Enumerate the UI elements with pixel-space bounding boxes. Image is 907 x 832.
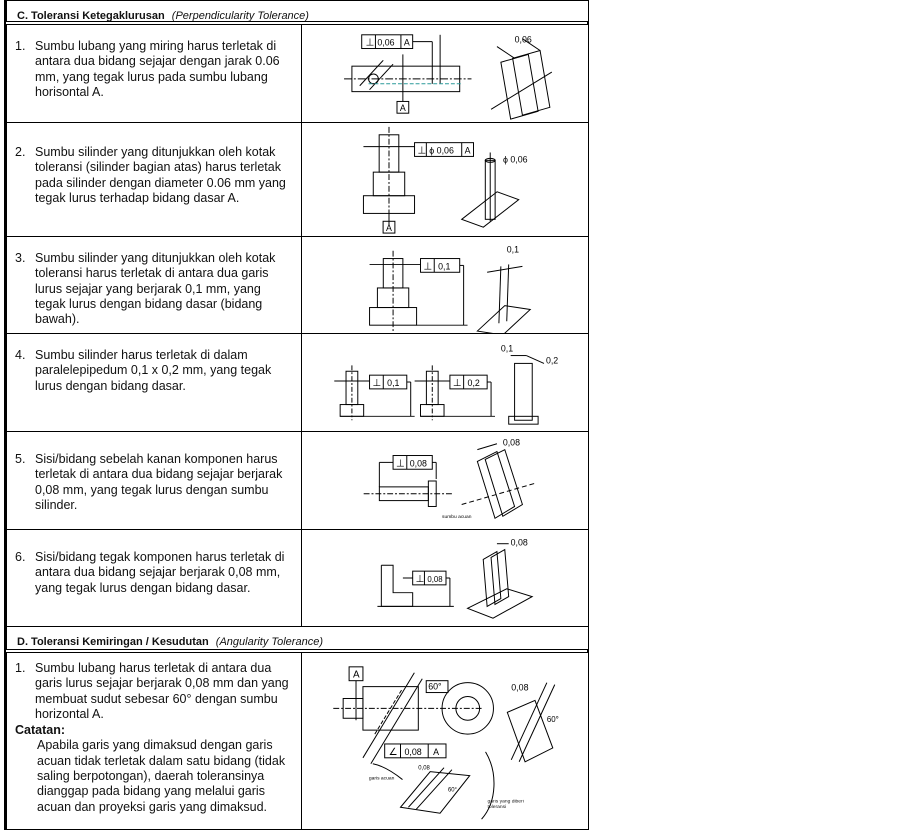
zone-label-a: 0,1: [500, 343, 514, 354]
section-c-title: C. Toleransi Ketegaklurusan: [17, 10, 165, 22]
row-4-drawing: [303, 334, 588, 432]
row-2-description: Sumbu silinder yang ditunjukkan oleh kotak toleransi (silinder bagian atas) harus terletak pada silinder dengan diameter 0.06 mm yang tegak lurus terhadap bidang dasar A.: [35, 145, 286, 205]
angle-label: 60°: [428, 681, 442, 692]
frame-datum: A: [403, 37, 410, 48]
axis-label: sumbu acuan: [442, 515, 472, 521]
row-4-number: 4.: [15, 348, 26, 362]
given-line-label-box: [488, 799, 535, 827]
row-2-number: 2.: [15, 145, 26, 159]
frame-value: 0,08: [427, 574, 443, 584]
row-4-figure: [303, 334, 588, 432]
tolerance-row-4: [6, 333, 589, 433]
frame-value: 0,08: [404, 746, 422, 757]
row-5-number: 5.: [15, 452, 26, 466]
frame-value: ϕ 0,06: [429, 145, 454, 156]
frame-symbol-a: ⊥: [372, 377, 382, 389]
row-1-number: 1.: [15, 39, 26, 53]
reference-line-label: garis acuan: [368, 776, 395, 782]
row-6-text-cell: [7, 530, 302, 626]
frame-value: 0,06: [377, 37, 395, 48]
row-d1-note-label: Catatan:: [15, 723, 66, 738]
frame-value-a: 0,1: [387, 377, 400, 388]
row-d1-number: 1.: [15, 661, 26, 675]
row-4-text-cell: [7, 334, 302, 432]
zone-label: 0,1: [506, 244, 519, 255]
row-d1-note-text: Apabila garis yang dimaksud dengan garis acuan tidak terletak dalam satu bidang (tidak saling berpotongan), daerah toleransinya dianggap pada bidang yang melalui garis acuan dan proyeksi garis yang dimaksud.: [37, 738, 286, 814]
section-c-header: [6, 0, 589, 22]
row-6-description: Sisi/bidang tegak komponen harus terletak di antara dua bidang sejajar berjarak 0,08 mm, yang tegak lurus dengan bidang dasar.: [35, 550, 285, 595]
row-6-drawing: [303, 530, 588, 626]
row-6-number: 6.: [15, 550, 26, 564]
angularity-row-1: [6, 652, 589, 830]
frame-value: 0,1: [438, 261, 451, 272]
tolerance-row-1: [6, 24, 589, 124]
section-d-subtitle: (Angularity Tolerance): [215, 636, 323, 648]
frame-symbol: ⊥: [423, 261, 432, 273]
row-5-figure: [303, 432, 588, 530]
small-angle: 60°: [447, 787, 457, 794]
section-c-subtitle: (Perpendicularity Tolerance): [171, 10, 309, 22]
row-3-figure: [303, 237, 588, 334]
row-2-figure: [303, 123, 588, 237]
row-1-description: Sumbu lubang yang miring harus terletak di antara dua bidang sejajar dengan jarak 0.06 mm, yang tegak lurus pada sumbu lubang horisontal A.: [35, 39, 280, 99]
row-5-text-cell: [7, 432, 302, 530]
zone-label: 0,08: [511, 682, 529, 693]
frame-symbol-b: ⊥: [452, 377, 462, 389]
row-3-drawing: [303, 237, 588, 334]
frame-value: 0,08: [409, 458, 427, 469]
zone-angle: 60°: [546, 715, 559, 725]
frame-symbol: ⊥: [415, 573, 425, 585]
zone-label-b: 0,2: [545, 355, 559, 366]
row-d1-drawing: [303, 653, 588, 829]
tolerance-row-2: [6, 122, 589, 238]
section-d-header: [6, 626, 589, 650]
row-2-text-cell: [7, 123, 302, 237]
tolerance-row-5: [6, 431, 589, 531]
frame-symbol: ⊥: [365, 37, 375, 49]
row-5-drawing: [303, 432, 588, 530]
row-3-number: 3.: [15, 251, 26, 265]
given-line-label: garis yang diberi toleransi: [487, 799, 524, 810]
datum-label: A: [386, 223, 392, 234]
row-1-drawing: [303, 25, 588, 123]
zone-label: 0,06: [514, 34, 532, 45]
zone-label: 0,08: [510, 537, 528, 548]
zone-label: ϕ 0,06: [502, 154, 528, 165]
row-3-description: Sumbu silinder yang ditunjukkan oleh kotak toleransi harus terletak di antara dua garis lurus sejajar yang berjarak 0,1 mm, yang tegak lurus dengan bidang dasar (bidang bawah).: [35, 251, 276, 327]
zone-label: 0,08: [502, 437, 520, 448]
row-3-text-cell: [7, 237, 302, 334]
datum-label: A: [353, 669, 360, 681]
frame-symbol: ⊥: [396, 458, 405, 470]
row-d1-description: Sumbu lubang harus terletak di antara dua garis lurus sejajar berjarak 0,08 mm dan yang membuat sudut sebesar 60° dengan sumbu horizontal A.: [35, 661, 289, 721]
row-5-description: Sisi/bidang sebelah kanan komponen harus terletak di antara dua bidang sejajar berjarak 0,08 mm, yang tegak lurus dengan sumbu silinder.: [35, 452, 283, 512]
frame-symbol: ∠: [388, 746, 398, 758]
tolerance-row-3: [6, 236, 589, 335]
row-1-text-cell: [7, 25, 302, 123]
tolerance-row-6: [6, 529, 589, 627]
datum-label: A: [399, 103, 406, 114]
frame-symbol: ⊥: [417, 145, 427, 157]
section-d-title: D. Toleransi Kemiringan / Kesudutan: [17, 636, 209, 648]
frame-datum: A: [433, 746, 440, 757]
row-6-figure: [303, 530, 588, 626]
row-1-figure: [303, 25, 588, 123]
row-d1-figure: [303, 653, 588, 829]
frame-datum: A: [464, 145, 471, 156]
small-zone-label: 0,08: [418, 765, 430, 772]
row-d1-text-cell: [7, 653, 302, 829]
row-2-drawing: [303, 123, 588, 237]
frame-value-b: 0,2: [467, 377, 480, 388]
row-4-description: Sumbu silinder harus terletak di dalam paralelepipedum 0,1 x 0,2 mm, yang tegak lurus dengan bidang dasar.: [35, 348, 272, 393]
